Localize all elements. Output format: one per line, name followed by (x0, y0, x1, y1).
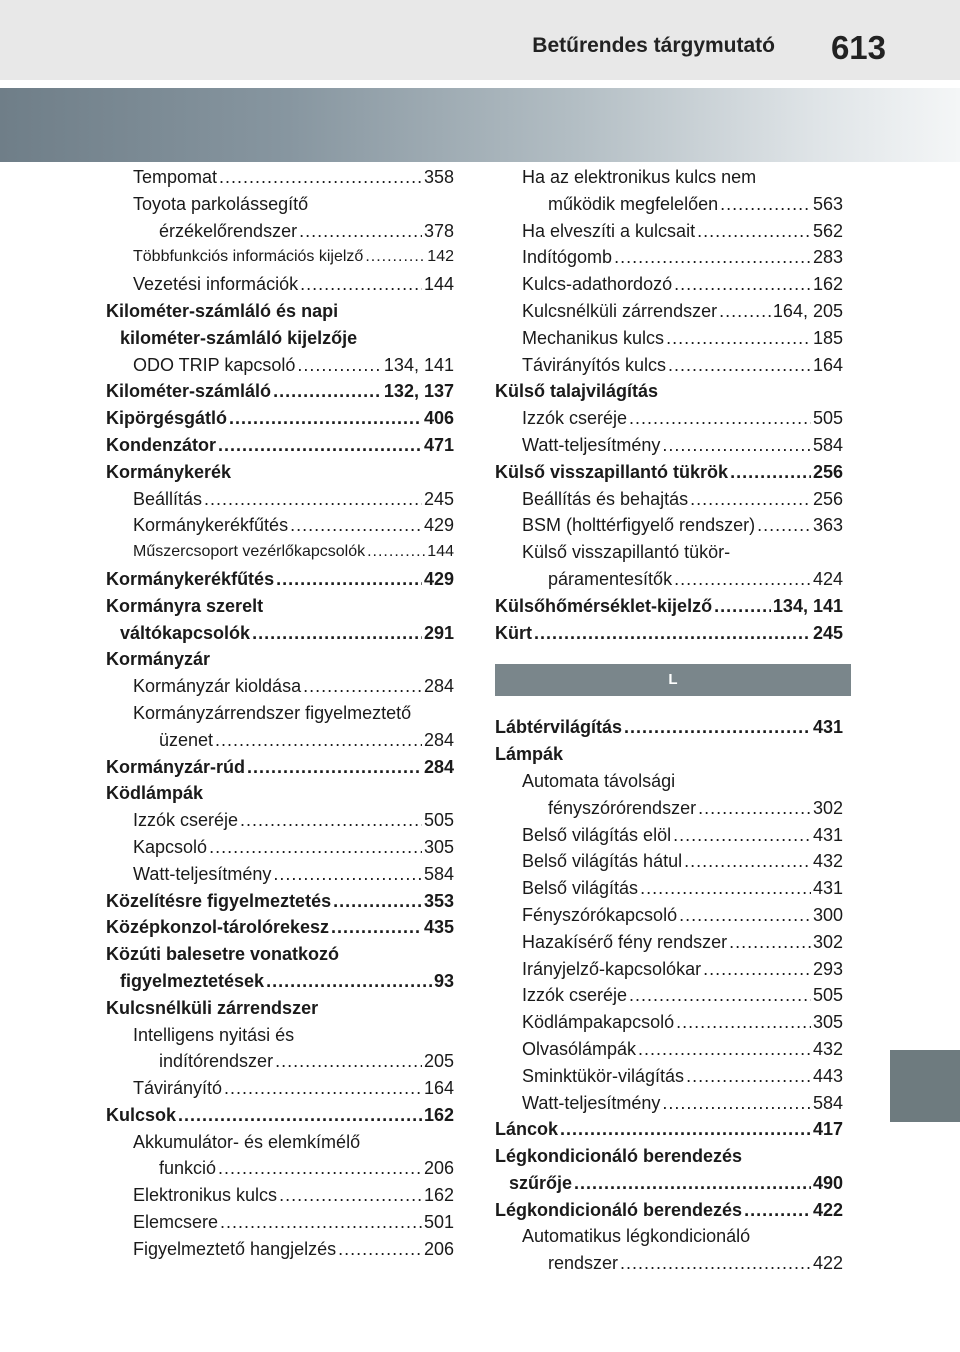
index-entry-page: 435 (423, 917, 454, 938)
index-entry-page: 162 (812, 274, 843, 295)
index-entry-term: Kulcs-adathordozó (522, 274, 673, 295)
index-entry (106, 405, 454, 432)
index-entry-term: Lámpák (495, 744, 564, 765)
index-entry-term: Kulcsnélküli zárrendszer (522, 300, 718, 321)
section-thumb-tab (890, 1050, 960, 1122)
index-entry (495, 512, 843, 539)
index-entry-page: 432 (812, 1038, 843, 1059)
index-entry-page: 406 (423, 408, 454, 429)
index-entry-page: 505 (812, 408, 843, 429)
index-entry (106, 914, 454, 941)
index-entry (106, 727, 454, 754)
index-entry-page: 490 (812, 1172, 843, 1193)
index-entry-term: Kilométer-számláló (106, 381, 272, 402)
index-entry-page: 505 (812, 985, 843, 1006)
index-entry-term: ODO TRIP kapcsoló (133, 354, 296, 375)
index-entry-page: 245 (423, 488, 454, 509)
index-entry (106, 1209, 454, 1236)
index-entry (495, 1063, 843, 1090)
index-entry-term: Beállítás (133, 488, 203, 509)
index-entry-page: 144 (427, 543, 454, 561)
index-entry (106, 673, 454, 700)
index-entry-term: Kormánykerékfűtés (133, 515, 289, 536)
index-entry (495, 848, 843, 875)
index-entry (106, 834, 454, 861)
index-entry (106, 325, 454, 352)
index-column-right (495, 164, 843, 1277)
header-strip (0, 0, 960, 80)
index-entry-term: Kormányzár kioldása (133, 676, 302, 697)
index-entry (106, 566, 454, 593)
index-entry-term: Akkumulátor- és elemkímélő (133, 1131, 361, 1152)
index-entry-page: 185 (812, 327, 843, 348)
index-entry (495, 191, 843, 218)
index-entry (106, 218, 454, 245)
index-entry (495, 539, 843, 566)
index-entry (106, 593, 454, 620)
index-entry (106, 968, 454, 995)
index-entry-page: 284 (423, 756, 454, 777)
dot-leader (365, 244, 425, 271)
index-entry (495, 1223, 843, 1250)
index-entry-page: 431 (812, 717, 843, 738)
index-entry-term: Izzók cseréje (522, 985, 628, 1006)
dot-leader (299, 218, 422, 245)
dot-leader (276, 566, 422, 593)
index-entry (495, 164, 843, 191)
index-entry (106, 459, 454, 486)
index-entry-term: Elemcsere (133, 1212, 219, 1233)
index-entry-term: Mechanikus kulcs (522, 327, 665, 348)
index-entry-page: 363 (812, 515, 843, 536)
index-entry-page: 302 (812, 931, 843, 952)
dot-leader (247, 754, 422, 781)
index-entry-page: 584 (812, 434, 843, 455)
index-entry-term: indítórendszer (159, 1051, 274, 1072)
index-entry (495, 1036, 843, 1063)
dot-leader (266, 968, 432, 995)
index-entry-term: Intelligens nyitási és (133, 1024, 295, 1045)
dot-leader (290, 512, 422, 539)
index-entry-term: Izzók cseréje (522, 408, 628, 429)
index-entry-term: Kormányra szerelt (106, 595, 264, 616)
index-entry-page: 256 (812, 488, 843, 509)
index-entry (495, 432, 843, 459)
index-entry-page: 134, 141 (772, 595, 843, 616)
index-entry-page: 291 (423, 622, 454, 643)
dot-leader (275, 1048, 422, 1075)
index-entry-term: BSM (holttérfigyelő rendszer) (522, 515, 756, 536)
index-entry-term: Ha az elektronikus kulcs nem (522, 167, 757, 187)
dot-leader (279, 1182, 422, 1209)
index-entry (106, 486, 454, 513)
index-entry-term: Kormánykerék (106, 461, 232, 482)
index-entry (106, 1075, 454, 1102)
index-entry (495, 593, 843, 620)
dot-leader (662, 432, 811, 459)
index-entry-term: Közúti balesetre vonatkozó (106, 944, 340, 965)
dot-leader (367, 539, 425, 566)
index-entry-page: 164, 205 (772, 300, 843, 321)
index-entry (495, 1116, 843, 1143)
dot-leader (297, 352, 382, 379)
index-entry-page: 505 (423, 810, 454, 831)
index-entry (106, 164, 454, 191)
index-entry-term: Sminktükör-világítás (522, 1065, 685, 1086)
index-entry (495, 902, 843, 929)
index-entry-term: Figyelmeztető hangjelzés (133, 1238, 337, 1259)
dot-leader (574, 1170, 811, 1197)
dot-leader (229, 405, 422, 432)
index-entry-term: szűrője (509, 1172, 573, 1193)
index-list-right-bottom (495, 714, 843, 1277)
index-entry-term: fényszórórendszer (548, 797, 697, 818)
dot-leader (698, 795, 811, 822)
dot-leader (686, 1063, 811, 1090)
index-entry-page: 429 (423, 568, 454, 589)
dot-leader (560, 1116, 811, 1143)
index-entry-term: figyelmeztetések (120, 970, 265, 991)
index-list-right-top (495, 164, 843, 646)
index-entry (106, 1022, 454, 1049)
index-entry-term: Középkonzol-tárolórekesz (106, 917, 330, 938)
dot-leader (218, 1155, 422, 1182)
dot-leader (303, 673, 422, 700)
index-entry (495, 982, 843, 1009)
index-entry-page: 162 (423, 1104, 454, 1125)
index-entry-term: Kondenzátor (106, 434, 216, 455)
index-entry-term: Ködlámpák (106, 783, 204, 804)
index-entry-term: Watt-teljesítmény (522, 434, 661, 455)
index-entry (495, 956, 843, 983)
dot-leader (719, 298, 771, 325)
page-number: 613 (830, 29, 886, 66)
index-entry (495, 620, 843, 647)
index-entry-term: Elektronikus kulcs (133, 1185, 278, 1206)
dot-leader (215, 727, 422, 754)
index-entry-page: 305 (423, 836, 454, 857)
index-entry-page: 432 (812, 851, 843, 872)
index-entry (495, 378, 843, 405)
index-entry-page: 206 (423, 1238, 454, 1259)
dot-leader (331, 914, 422, 941)
dot-leader (178, 1102, 422, 1129)
index-entry (106, 700, 454, 727)
index-entry (495, 714, 843, 741)
dot-leader (673, 822, 811, 849)
section-letter-bar: L (495, 664, 851, 696)
index-entry-term: Automatikus légkondicionáló (522, 1226, 751, 1247)
dot-leader (638, 1036, 811, 1063)
index-entry-term: Kürt (495, 622, 532, 643)
index-entry (106, 1102, 454, 1129)
index-entry (495, 218, 843, 245)
index-entry (495, 325, 843, 352)
index-entry-term: Fényszórókapcsoló (522, 904, 678, 925)
index-entry-term: Toyota parkolássegítő (133, 193, 309, 214)
index-entry (106, 807, 454, 834)
index-entry-term: Watt-teljesítmény (133, 863, 272, 884)
dot-leader (729, 929, 811, 956)
dot-leader (240, 807, 422, 834)
dot-leader (273, 861, 422, 888)
index-entry-page: 584 (812, 1092, 843, 1113)
index-entry-page: 431 (812, 878, 843, 899)
index-entry (495, 1197, 843, 1224)
index-entry-term: Ködlámpakapcsoló (522, 1012, 675, 1033)
index-entry (106, 620, 454, 647)
index-entry-term: Távirányító (133, 1078, 223, 1099)
index-entry-page: 284 (423, 676, 454, 697)
index-entry-page: 429 (423, 515, 454, 536)
index-entry-page: 142 (427, 248, 454, 266)
index-entry-term: Láncok (495, 1119, 559, 1140)
index-entry-page: 206 (423, 1158, 454, 1179)
dot-leader (534, 620, 811, 647)
dot-leader (676, 1009, 811, 1036)
dot-leader (662, 1090, 811, 1117)
index-entry-term: Automata távolsági (522, 770, 676, 791)
index-entry-page: 353 (423, 890, 454, 911)
index-entry-term: Kulcsnélküli zárrendszer (106, 997, 319, 1018)
index-entry-term: rendszer (548, 1253, 619, 1274)
index-entry-term: Kormányzár-rúd (106, 756, 246, 777)
index-entry-term: Belső világítás (522, 878, 639, 899)
index-entry (495, 298, 843, 325)
dot-leader (684, 848, 811, 875)
dot-leader (720, 191, 811, 218)
index-entry-page: 471 (423, 434, 454, 455)
index-entry (106, 539, 454, 566)
index-entry (495, 795, 843, 822)
index-entry-term: váltókapcsolók (120, 622, 251, 643)
index-entry (495, 405, 843, 432)
index-entry-page: 93 (433, 970, 454, 991)
index-entry-term: páramentesítők (548, 568, 673, 589)
dot-leader (209, 834, 422, 861)
index-entry-term: Légkondicionáló berendezés (495, 1146, 743, 1167)
index-entry-term: Külsőhőmérséklet-kijelző (495, 595, 713, 616)
index-entry-page: 256 (812, 461, 843, 482)
index-entry-term: Kapcsoló (133, 836, 208, 857)
index-entry-term: Vezetési információk (133, 274, 299, 295)
index-entry-page: 144 (423, 274, 454, 295)
index-entry-term: Többfunkciós információs kijelző (133, 248, 364, 266)
index-entry-page: 563 (812, 193, 843, 214)
index-entry (106, 1048, 454, 1075)
index-entry (495, 566, 843, 593)
index-entry-term: üzenet (159, 729, 214, 750)
dot-leader (620, 1250, 811, 1277)
dot-leader (218, 432, 422, 459)
index-entry-page: 417 (812, 1119, 843, 1140)
index-entry-page: 358 (423, 167, 454, 187)
index-entry-term: érzékelőrendszer (159, 220, 298, 241)
index-entry-term: Kormányzár (106, 649, 211, 670)
index-entry-term: Belső világítás elöl (522, 824, 672, 845)
dot-leader (614, 244, 811, 271)
index-entry (495, 822, 843, 849)
index-entry (106, 1155, 454, 1182)
index-entry-term: Kormányzárrendszer figyelmeztető (133, 702, 412, 723)
dot-leader (744, 1197, 811, 1224)
index-entry (106, 512, 454, 539)
header-title: Betűrendes tárgymutató (532, 34, 775, 57)
dot-leader (730, 459, 811, 486)
index-entry (106, 244, 454, 271)
index-entry (495, 875, 843, 902)
index-entry-page: 422 (812, 1253, 843, 1274)
dot-leader (629, 982, 811, 1009)
index-entry-page: 245 (812, 622, 843, 643)
dot-leader (224, 1075, 422, 1102)
index-entry (495, 1090, 843, 1117)
index-entry-page: 443 (812, 1065, 843, 1086)
index-entry-term: funkció (159, 1158, 217, 1179)
index-entry (106, 298, 454, 325)
dot-leader (629, 405, 811, 432)
dot-leader (757, 512, 811, 539)
dot-leader (220, 1209, 422, 1236)
dot-leader (300, 271, 422, 298)
index-entry-term: kilométer-számláló kijelzője (120, 327, 358, 348)
index-entry (106, 1129, 454, 1156)
index-column-left (106, 164, 454, 1263)
index-entry-page: 424 (812, 568, 843, 589)
index-entry-page: 431 (812, 824, 843, 845)
dot-leader (697, 218, 811, 245)
index-entry (106, 646, 454, 673)
index-entry-page: 132, 137 (383, 381, 454, 402)
index-entry (106, 995, 454, 1022)
index-entry (106, 861, 454, 888)
index-entry-term: Közelítésre figyelmeztetés (106, 890, 332, 911)
dot-leader (679, 902, 811, 929)
index-entry (106, 754, 454, 781)
dot-leader (668, 352, 811, 379)
index-entry-page: 302 (812, 797, 843, 818)
index-entry-term: Irányjelző-kapcsolókar (522, 958, 702, 979)
index-entry-page: 422 (812, 1199, 843, 1220)
dot-leader (674, 271, 811, 298)
dot-leader (338, 1236, 422, 1263)
index-entry-page: 205 (423, 1051, 454, 1072)
index-entry (495, 1170, 843, 1197)
index-entry (495, 768, 843, 795)
index-entry (106, 432, 454, 459)
index-entry-term: Lábtérvilágítás (495, 717, 623, 738)
dot-leader (624, 714, 811, 741)
index-entry (106, 941, 454, 968)
dot-leader (333, 888, 422, 915)
dot-leader (703, 956, 811, 983)
index-entry-page: 501 (423, 1212, 454, 1233)
index-entry-page: 164 (812, 354, 843, 375)
index-entry-term: Watt-teljesítmény (522, 1092, 661, 1113)
index-entry (495, 1250, 843, 1277)
index-entry-page: 300 (812, 904, 843, 925)
decorative-band (0, 88, 960, 162)
index-entry (495, 741, 843, 768)
index-entry (495, 486, 843, 513)
dot-leader (273, 378, 382, 405)
index-entry-term: Izzók cseréje (133, 810, 239, 831)
index-entry-term: Kormánykerékfűtés (106, 568, 275, 589)
index-entry-term: Tempomat (133, 167, 218, 187)
dot-leader (674, 566, 811, 593)
index-entry-page: 562 (812, 220, 843, 241)
index-entry (495, 929, 843, 956)
dot-leader (204, 486, 422, 513)
index-entry-page: 305 (812, 1012, 843, 1033)
index-entry-term: Műszercsoport vezérlőkapcsolók (133, 543, 366, 561)
index-entry (106, 888, 454, 915)
index-entry (106, 1182, 454, 1209)
index-entry-term: Kulcsok (106, 1104, 177, 1125)
index-entry-page: 584 (423, 863, 454, 884)
index-entry (106, 378, 454, 405)
index-entry-term: Külső talajvilágítás (495, 381, 659, 402)
index-entry-term: Indítógomb (522, 247, 613, 268)
dot-leader (219, 164, 422, 191)
index-entry-term: Légkondicionáló berendezés (495, 1199, 743, 1220)
index-entry-term: Ha elveszíti a kulcsait (522, 220, 696, 241)
index-entry (495, 1143, 843, 1170)
index-entry-term: Hazakísérő fény rendszer (522, 931, 728, 952)
index-entry-term: Külső visszapillantó tükrök (495, 461, 729, 482)
index-entry-term: Kipörgésgátló (106, 408, 228, 429)
dot-leader (690, 486, 811, 513)
index-entry (106, 1236, 454, 1263)
index-entry-term: Beállítás és behajtás (522, 488, 689, 509)
index-entry-page: 164 (423, 1078, 454, 1099)
index-entry (106, 191, 454, 218)
dot-leader (640, 875, 811, 902)
index-entry-term: Belső világítás hátul (522, 851, 683, 872)
index-entry-term: Kilométer-számláló és napi (106, 300, 339, 321)
index-entry-page: 378 (423, 220, 454, 241)
index-entry-page: 283 (812, 247, 843, 268)
index-entry-term: Olvasólámpák (522, 1038, 637, 1059)
index-entry (106, 780, 454, 807)
index-entry (495, 352, 843, 379)
index-entry (495, 1009, 843, 1036)
index-entry-term: Távirányítós kulcs (522, 354, 667, 375)
index-entry-term: Külső visszapillantó tükör- (522, 542, 731, 563)
index-entry (106, 352, 454, 379)
index-entry (495, 244, 843, 271)
index-entry-page: 284 (423, 729, 454, 750)
dot-leader (252, 620, 422, 647)
dot-leader (714, 593, 771, 620)
index-entry (495, 271, 843, 298)
index-entry-page: 134, 141 (383, 354, 454, 375)
dot-leader (666, 325, 811, 352)
index-entry-page: 293 (812, 958, 843, 979)
index-entry (495, 459, 843, 486)
index-entry (106, 271, 454, 298)
index-entry-page: 162 (423, 1185, 454, 1206)
index-entry-term: működik megfelelően (548, 193, 719, 214)
